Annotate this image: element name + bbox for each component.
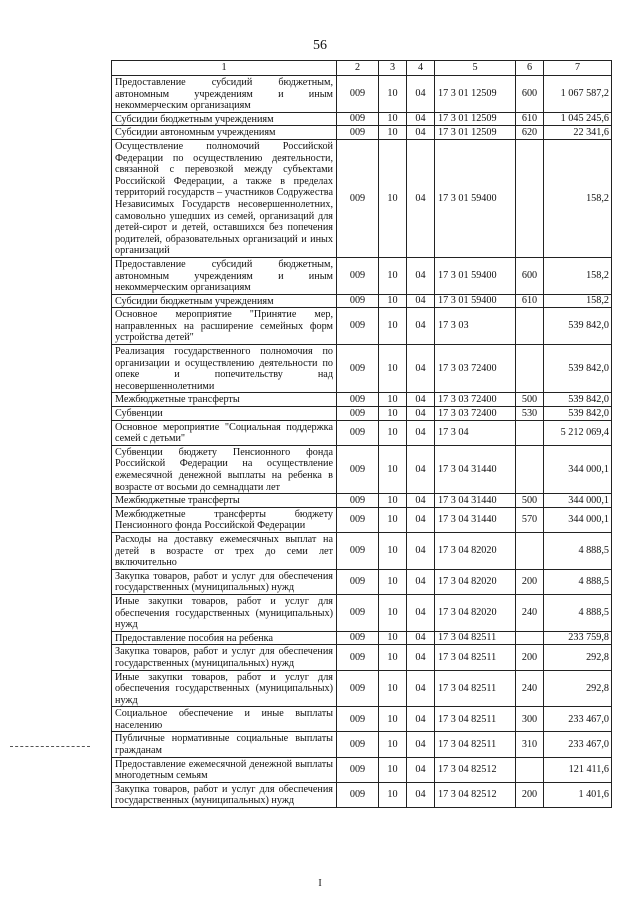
amount-cell: 292,8 [544,670,612,707]
admin-code-cell: 009 [337,645,379,670]
amount-cell: 344 000,1 [544,494,612,508]
section-cell: 10 [379,126,407,140]
target-article-cell: 17 3 04 82020 [435,594,516,631]
admin-code-cell: 009 [337,112,379,126]
expense-type-cell: 200 [516,645,544,670]
target-article-cell: 17 3 04 82511 [435,645,516,670]
subsection-cell: 04 [407,294,435,308]
admin-code-cell: 009 [337,707,379,732]
expense-type-cell [516,631,544,645]
amount-cell: 292,8 [544,645,612,670]
admin-code-cell: 009 [337,445,379,493]
table-row [112,294,612,308]
amount-cell: 539 842,0 [544,393,612,407]
subsection-cell: 04 [407,494,435,508]
row-name-cell: Основное мероприятие "Социальная поддержка семей с детьми" [112,420,337,445]
section-cell: 10 [379,494,407,508]
expense-type-cell: 200 [516,782,544,807]
amount-cell: 539 842,0 [544,345,612,393]
target-article-cell: 17 3 03 72400 [435,345,516,393]
section-cell: 10 [379,782,407,807]
subsection-cell: 04 [407,257,435,294]
amount-cell: 539 842,0 [544,407,612,421]
header-cell: 5 [435,61,516,76]
admin-code-cell: 009 [337,257,379,294]
admin-code-cell: 009 [337,294,379,308]
target-article-cell: 17 3 04 82020 [435,569,516,594]
table-row [112,76,612,113]
expense-type-cell: 300 [516,707,544,732]
subsection-cell: 04 [407,645,435,670]
budget-sheet [111,60,611,808]
target-article-cell: 17 3 01 12509 [435,112,516,126]
row-name-cell: Предоставление субсидий бюджетным, автономным учреждениям и иным некоммерческим организациям [112,76,337,113]
subsection-cell: 04 [407,732,435,757]
target-article-cell: 17 3 04 31440 [435,507,516,532]
target-article-cell: 17 3 04 31440 [435,494,516,508]
budget-table [111,60,612,808]
table-row [112,420,612,445]
header-cell: 6 [516,61,544,76]
amount-cell: 158,2 [544,294,612,308]
subsection-cell: 04 [407,112,435,126]
target-article-cell: 17 3 04 82512 [435,782,516,807]
admin-code-cell: 009 [337,507,379,532]
amount-cell: 4 888,5 [544,532,612,569]
expense-type-cell [516,757,544,782]
table-row [112,631,612,645]
target-article-cell: 17 3 04 82020 [435,532,516,569]
subsection-cell: 04 [407,76,435,113]
amount-cell: 1 067 587,2 [544,76,612,113]
admin-code-cell: 009 [337,345,379,393]
section-cell: 10 [379,112,407,126]
admin-code-cell: 009 [337,139,379,257]
row-name-cell: Межбюджетные трансферты [112,494,337,508]
amount-cell: 22 341,6 [544,126,612,140]
section-cell: 10 [379,257,407,294]
expense-type-cell [516,445,544,493]
amount-cell: 233 467,0 [544,707,612,732]
expense-type-cell: 310 [516,732,544,757]
target-article-cell: 17 3 03 [435,308,516,345]
subsection-cell: 04 [407,670,435,707]
subsection-cell: 04 [407,139,435,257]
section-cell: 10 [379,393,407,407]
row-name-cell: Реализация государственного полномочия по организации и осуществлению деятельности по опеке и попечительству над несовершеннолетними [112,345,337,393]
amount-cell: 344 000,1 [544,507,612,532]
amount-cell: 4 888,5 [544,569,612,594]
section-cell: 10 [379,532,407,569]
section-cell: 10 [379,569,407,594]
row-name-cell: Субвенции [112,407,337,421]
expense-type-cell: 500 [516,393,544,407]
row-name-cell: Межбюджетные трансферты [112,393,337,407]
section-cell: 10 [379,139,407,257]
amount-cell: 4 888,5 [544,594,612,631]
subsection-cell: 04 [407,594,435,631]
table-row [112,345,612,393]
subsection-cell: 04 [407,569,435,594]
section-cell: 10 [379,707,407,732]
subsection-cell: 04 [407,631,435,645]
expense-type-cell [516,420,544,445]
target-article-cell: 17 3 04 [435,420,516,445]
admin-code-cell: 009 [337,126,379,140]
admin-code-cell: 009 [337,670,379,707]
row-name-cell: Иные закупки товаров, работ и услуг для обеспечения государственных (муниципальных) нужд [112,594,337,631]
row-name-cell: Основное мероприятие "Принятие мер, направленных на расширение семейных форм устройства детей" [112,308,337,345]
section-cell: 10 [379,732,407,757]
target-article-cell: 17 3 04 82511 [435,707,516,732]
table-row [112,594,612,631]
subsection-cell: 04 [407,308,435,345]
subsection-cell: 04 [407,782,435,807]
section-cell: 10 [379,757,407,782]
row-name-cell: Межбюджетные трансферты бюджету Пенсионного фонда Российской Федерации [112,507,337,532]
section-cell: 10 [379,631,407,645]
subsection-cell: 04 [407,507,435,532]
table-row [112,393,612,407]
target-article-cell: 17 3 01 12509 [435,126,516,140]
target-article-cell: 17 3 01 59400 [435,257,516,294]
target-article-cell: 17 3 04 82511 [435,732,516,757]
section-cell: 10 [379,420,407,445]
admin-code-cell: 009 [337,420,379,445]
expense-type-cell: 570 [516,507,544,532]
row-name-cell: Иные закупки товаров, работ и услуг для обеспечения государственных (муниципальных) нужд [112,670,337,707]
section-cell: 10 [379,294,407,308]
row-name-cell: Субсидии бюджетным учреждениям [112,112,337,126]
admin-code-cell: 009 [337,494,379,508]
row-name-cell: Субсидии автономным учреждениям [112,126,337,140]
target-article-cell: 17 3 03 72400 [435,407,516,421]
expense-type-cell [516,532,544,569]
admin-code-cell: 009 [337,631,379,645]
row-name-cell: Публичные нормативные социальные выплаты гражданам [112,732,337,757]
target-article-cell: 17 3 03 72400 [435,393,516,407]
admin-code-cell: 009 [337,757,379,782]
subsection-cell: 04 [407,345,435,393]
subsection-cell: 04 [407,445,435,493]
table-row [112,645,612,670]
subsection-cell: 04 [407,126,435,140]
target-article-cell: 17 3 04 31440 [435,445,516,493]
amount-cell: 5 212 069,4 [544,420,612,445]
table-row [112,407,612,421]
subsection-cell: 04 [407,532,435,569]
expense-type-cell [516,345,544,393]
section-cell: 10 [379,308,407,345]
table-row [112,445,612,493]
scan-dash-mark [10,746,90,747]
table-row [112,732,612,757]
expense-type-cell [516,308,544,345]
header-cell: 2 [337,61,379,76]
table-row [112,112,612,126]
amount-cell: 1 045 245,6 [544,112,612,126]
table-row [112,757,612,782]
table-row [112,308,612,345]
table-row [112,494,612,508]
row-name-cell: Субвенции бюджету Пенсионного фонда Российской Федерации на осуществление ежемесячной денежной выплаты на ребенка в возрасте от восьми до семнадцати лет [112,445,337,493]
footer-mark: I [318,878,322,889]
table-row [112,569,612,594]
amount-cell: 121 411,6 [544,757,612,782]
table-row [112,507,612,532]
target-article-cell: 17 3 01 12509 [435,76,516,113]
row-name-cell: Закупка товаров, работ и услуг для обеспечения государственных (муниципальных) нужд [112,645,337,670]
table-row [112,139,612,257]
section-cell: 10 [379,445,407,493]
admin-code-cell: 009 [337,594,379,631]
admin-code-cell: 009 [337,407,379,421]
section-cell: 10 [379,645,407,670]
subsection-cell: 04 [407,420,435,445]
expense-type-cell: 600 [516,76,544,113]
header-cell: 1 [112,61,337,76]
admin-code-cell: 009 [337,308,379,345]
admin-code-cell: 009 [337,782,379,807]
expense-type-cell: 500 [516,494,544,508]
row-name-cell: Закупка товаров, работ и услуг для обеспечения государственных (муниципальных) нужд [112,782,337,807]
table-row [112,257,612,294]
header-cell: 4 [407,61,435,76]
target-article-cell: 17 3 04 82511 [435,631,516,645]
row-name-cell: Предоставление ежемесячной денежной выплаты многодетным семьям [112,757,337,782]
subsection-cell: 04 [407,707,435,732]
section-cell: 10 [379,76,407,113]
row-name-cell: Расходы на доставку ежемесячных выплат на детей в возрасте от трех до семи лет включительно [112,532,337,569]
amount-cell: 539 842,0 [544,308,612,345]
admin-code-cell: 009 [337,532,379,569]
expense-type-cell: 600 [516,257,544,294]
row-name-cell: Предоставление субсидий бюджетным, автономным учреждениям и иным некоммерческим организациям [112,257,337,294]
amount-cell: 1 401,6 [544,782,612,807]
admin-code-cell: 009 [337,569,379,594]
section-cell: 10 [379,507,407,532]
header-cell: 3 [379,61,407,76]
table-row [112,670,612,707]
row-name-cell: Осуществление полномочий Российской Федерации по осуществлению деятельности, связанной с перевозкой между субъектами Российской Федерации, а также в пределах территорий государств – участников Содружества Независимых Государств несовершеннолетних, самовольно ушедших из семей, организаций для детей-сирот и детей, оставшихся без попечения родителей, образовательных организаций и иных организаций [112,139,337,257]
section-cell: 10 [379,345,407,393]
admin-code-cell: 009 [337,732,379,757]
row-name-cell: Предоставление пособия на ребенка [112,631,337,645]
header-cell: 7 [544,61,612,76]
table-row [112,707,612,732]
section-cell: 10 [379,407,407,421]
target-article-cell: 17 3 01 59400 [435,139,516,257]
table-row [112,126,612,140]
row-name-cell: Социальное обеспечение и иные выплаты населению [112,707,337,732]
target-article-cell: 17 3 01 59400 [435,294,516,308]
expense-type-cell [516,139,544,257]
amount-cell: 158,2 [544,257,612,294]
subsection-cell: 04 [407,393,435,407]
table-row [112,782,612,807]
admin-code-cell: 009 [337,76,379,113]
target-article-cell: 17 3 04 82512 [435,757,516,782]
row-name-cell: Закупка товаров, работ и услуг для обеспечения государственных (муниципальных) нужд [112,569,337,594]
page-number: 56 [313,38,327,53]
subsection-cell: 04 [407,757,435,782]
amount-cell: 233 759,8 [544,631,612,645]
row-name-cell: Субсидии бюджетным учреждениям [112,294,337,308]
section-cell: 10 [379,594,407,631]
amount-cell: 233 467,0 [544,732,612,757]
section-cell: 10 [379,670,407,707]
expense-type-cell: 240 [516,670,544,707]
expense-type-cell: 200 [516,569,544,594]
expense-type-cell: 530 [516,407,544,421]
amount-cell: 158,2 [544,139,612,257]
expense-type-cell: 610 [516,294,544,308]
table-row [112,532,612,569]
expense-type-cell: 240 [516,594,544,631]
admin-code-cell: 009 [337,393,379,407]
expense-type-cell: 620 [516,126,544,140]
amount-cell: 344 000,1 [544,445,612,493]
target-article-cell: 17 3 04 82511 [435,670,516,707]
table-header-row [112,61,612,76]
subsection-cell: 04 [407,407,435,421]
expense-type-cell: 610 [516,112,544,126]
